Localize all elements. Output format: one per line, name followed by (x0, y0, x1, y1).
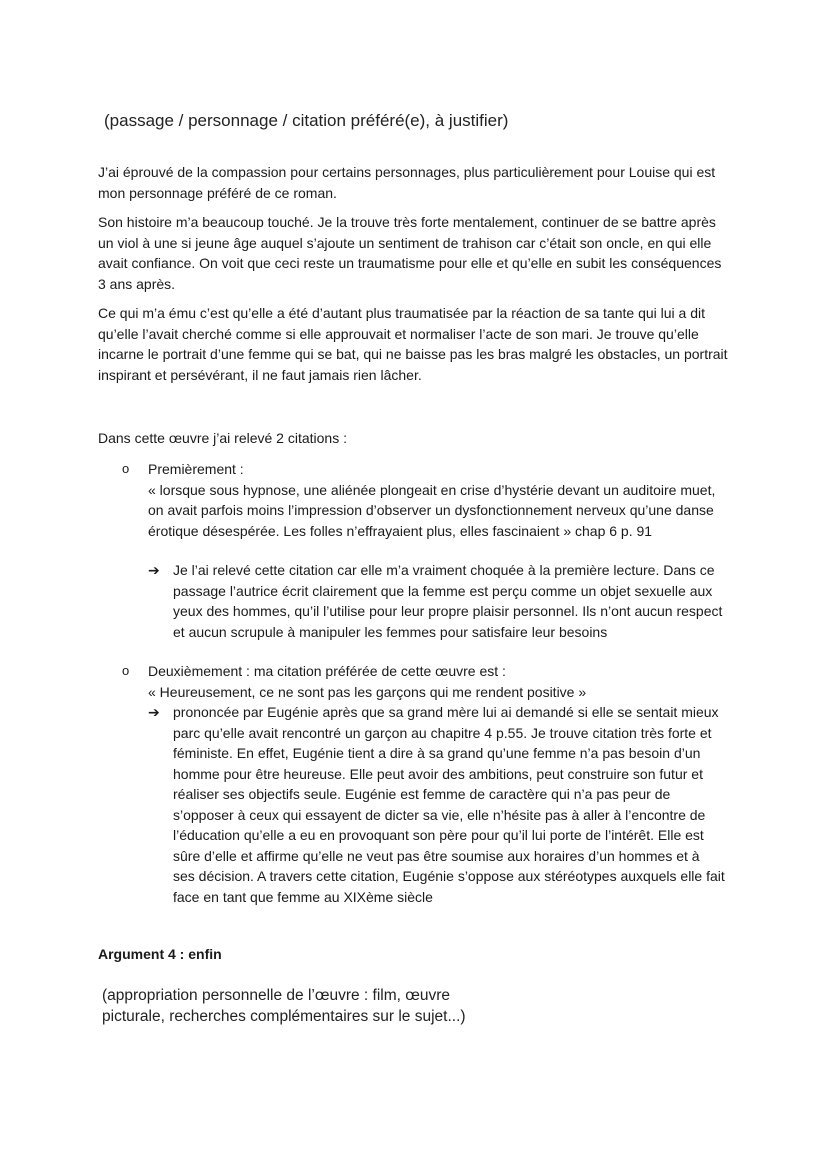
bullet-circle-icon: o (122, 663, 130, 678)
paragraph-2 (98, 212, 738, 294)
argument-heading: Argument 4 : enfin (98, 946, 222, 962)
text-line: incarne le portrait d’une femme qui se bat, qui ne baisse pas les bras malgré les obstacles, un portrait (98, 346, 728, 362)
text-line: qu’elle l’avait cherché comme si elle approuvait et normaliser l’acte de son mari. Je trouve qu’elle (98, 325, 699, 342)
text-line: réaliser ses objectifs seule. Eugénie est femme de caractère qui n’a pas peur de (173, 786, 671, 802)
text-line: et aucun scrupule à manipuler les femmes pour satisfaire leur besoins (173, 623, 608, 640)
argument-subtitle (102, 986, 482, 1027)
comment-text (173, 560, 738, 642)
text-line: « lorsque sous hypnose, une aliénée plongeait en crise d’hystérie devant un auditoire muet, (148, 481, 716, 498)
text-line: picturale, recherches complémentaires sur le sujet...) (102, 1007, 466, 1025)
text-line: « Heureusement, ce ne sont pas les garçons qui me rendent positive » (148, 683, 587, 700)
arrow-right-icon: ➔ (148, 704, 160, 720)
text-line: prononcée par Eugénie après que sa grand mère lui ai demandé si elle se sentait mieux (173, 704, 719, 720)
section-heading: (passage / personnage / citation préféré(e), à justifier) (104, 111, 509, 130)
text-line: Son histoire m’a beaucoup touché. Je la trouve très forte mentalement, continuer de se battre après (98, 214, 716, 230)
text-line: s’opposer à ceux qui essayent de dicter sa vie, elle n’hésite pas à aller à l’encontre de (173, 806, 706, 823)
arrow-right-icon: ➔ (148, 562, 160, 578)
text-line: J’ai éprouvé de la compassion pour certains personnages, plus particulièrement pour Louise qui est (98, 164, 716, 180)
text-line: parc qu’elle avait rencontré un garçon au chapitre 4 p.55. Je trouve citation très forte et (173, 724, 712, 741)
text-line: inspirant et persévérant, il ne faut jamais rien lâcher. (98, 366, 422, 383)
text-line: Deuxièmement : ma citation préférée de cette œuvre est : (148, 663, 506, 679)
citation-text (148, 459, 742, 541)
citation-text (148, 661, 742, 702)
text-line: (appropriation personnelle de l’œuvre : film, œuvre (102, 987, 451, 1004)
text-line: passage l’autrice écrit clairement que la femme est perçu comme un objet sexuelle aux (173, 582, 713, 599)
text-line: érotique désespérée. Les folles n’effrayaient plus, elles fascinaient » chap 6 p. 91 (148, 522, 653, 539)
text-line: Je l’ai relevé cette citation car elle m’a vraiment choquée à la première lecture. Dans ce (173, 562, 715, 578)
comment-text (173, 702, 738, 907)
text-line: mon personnage préféré de ce roman. (98, 184, 337, 201)
text-line: yeux des hommes, qu’il l’utilise pour leur propre plaisir personnel. Ils n’ont aucun respect (173, 603, 723, 619)
text-line: l’éducation qu’elle a eu en provoquant son père pour qu’il lui porte de l’intérêt. Elle est (173, 827, 704, 843)
citations-intro: Dans cette œuvre j’ai relevé 2 citations : (98, 430, 347, 446)
text-line: 3 ans après. (98, 275, 176, 292)
paragraph-3 (98, 303, 738, 385)
text-line: sûre d’elle et affirme qu’elle ne veut pas être soumise aux horaires d’un hommes et à (173, 847, 700, 864)
text-line: avait confiance. On voit que ceci reste un traumatisme pour elle et qu’elle en subit les conséquences (98, 255, 722, 271)
text-line: face en tant que femme au XIXème siècle (173, 888, 433, 905)
paragraph-1 (98, 162, 738, 203)
text-line: un viol à une si jeune âge auquel s’ajoute un sentiment de trahison car c’était son oncle, en qui elle (98, 234, 712, 251)
text-line: ses décision. A travers cette citation, Eugénie s’oppose aux stéréotypes auxquels elle fait (173, 868, 725, 884)
text-line: on avait parfois moins l’impression d’observer un dysfonctionnement nerveux qu’une danse (148, 502, 714, 518)
text-line: Ce qui m’a ému c’est qu’elle a été d’autant plus traumatisée par la réaction de sa tante qui lui a dit (98, 305, 706, 321)
text-line: féministe. En effet, Eugénie tient a dire à sa grand qu’une femme n’a pas besoin d’un (173, 745, 701, 761)
text-line: homme pour être heureuse. Elle peut avoir des ambitions, peut construire son futur et (173, 765, 703, 782)
bullet-circle-icon: o (122, 461, 130, 476)
text-line: Premièrement : (148, 461, 244, 477)
